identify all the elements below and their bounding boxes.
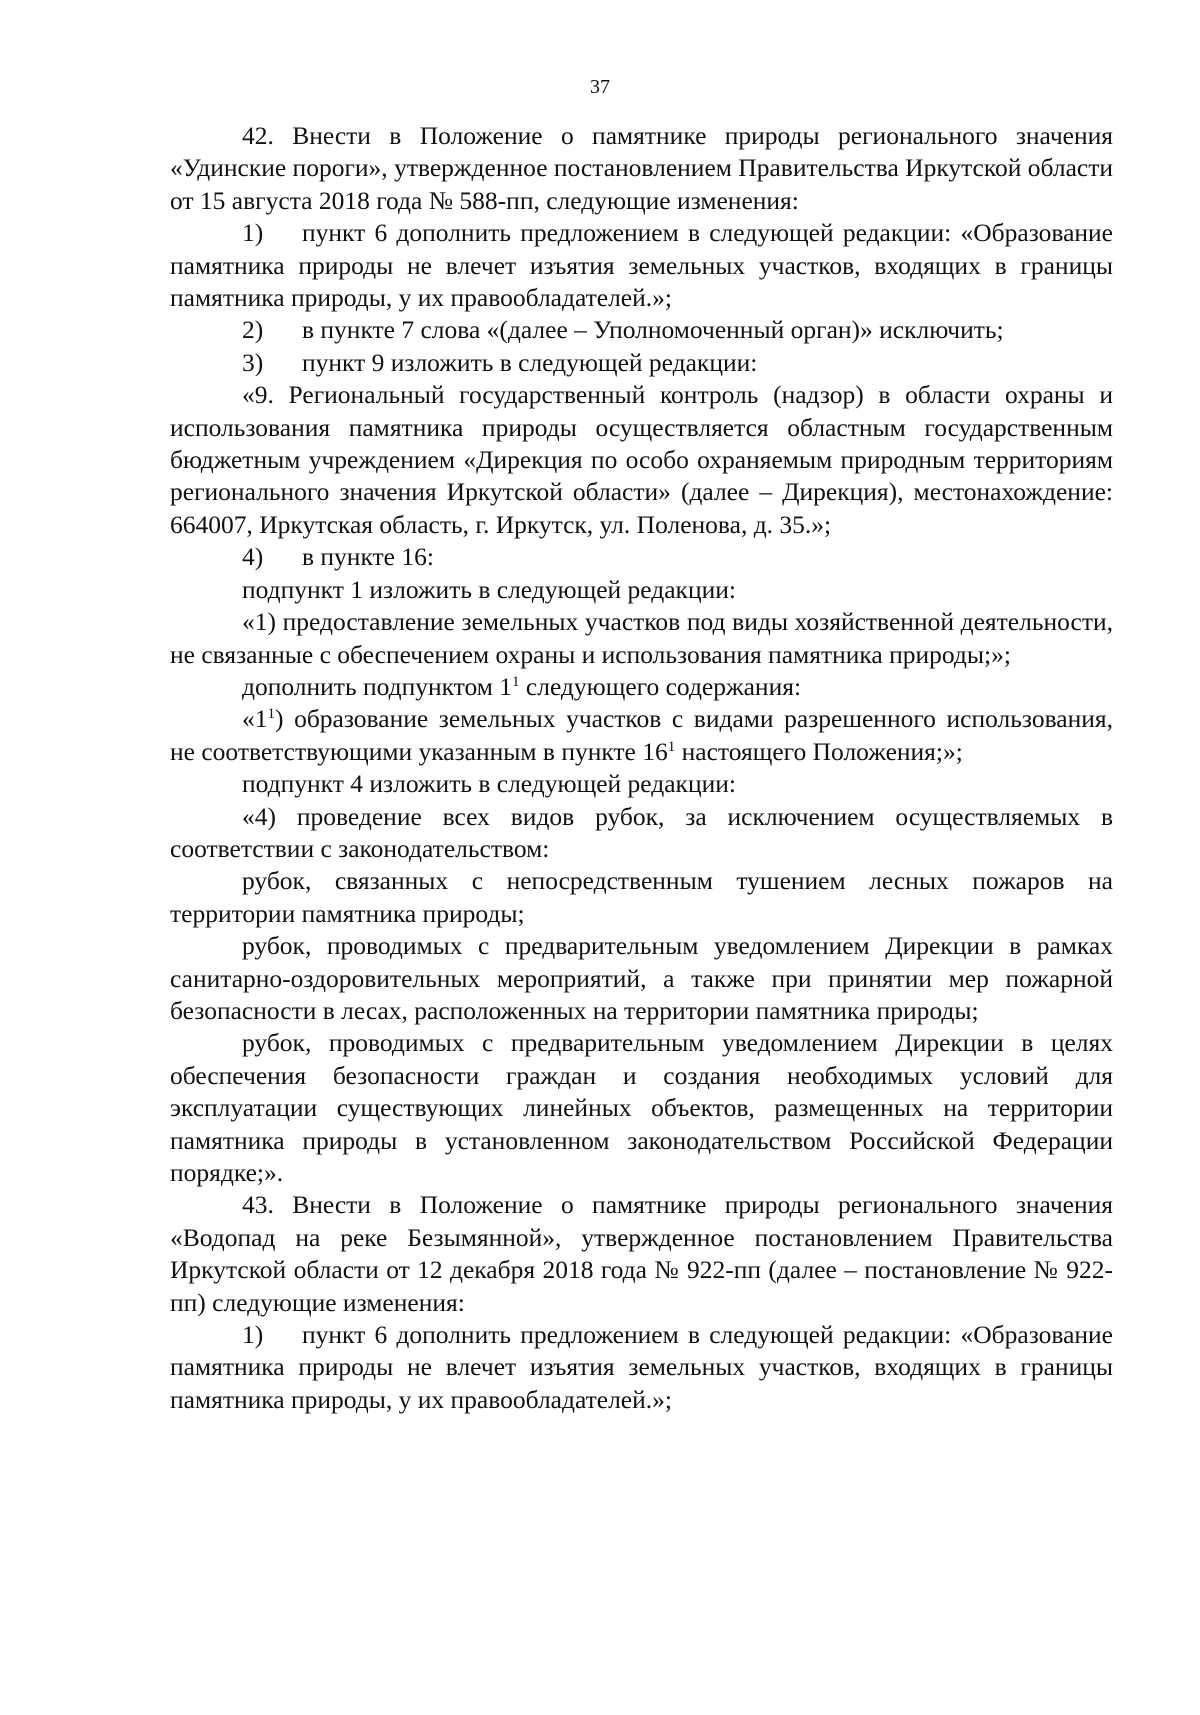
list-text: пункт 6 дополнить предложением в следующей редакции: «Образование памятника природы не влечет изъятия земельных участков, входящих в границы памятника природы, у их правообладателей.»;: [170, 1320, 1113, 1414]
superscript: 1: [667, 738, 676, 755]
list-number: 1): [242, 1320, 264, 1350]
item-43-intro: 43. Внести в Положение о памятнике природы регионального значения «Водопад на реке Безымянной», утвержденное постановлением Правительства Иркутской области от 12 декабря 2018 года № 922-пп (далее – постановление № 922-пп) следующие изменения:: [170, 1190, 1113, 1317]
text-fragment: следующего содержания:: [519, 671, 802, 701]
list-number: 3): [242, 347, 264, 377]
subitem-1-1-text: [170, 703, 1113, 768]
subitem-4-clause-c: рубок, проводимых с предварительным уведомлением Дирекции в целях обеспечения безопасности граждан и создания необходимых условий для эксплуатации существующих линейных объектов, размещенных на территории памятника природы в установленном законодательством Российской Федерации порядке;».: [170, 1028, 1113, 1187]
text-fragment: ) образование земельных участков с видами разрешенного использования, не соответствующими указанным в пункте 16: [170, 704, 1113, 766]
text-fragment: «1: [242, 704, 268, 734]
item-43-point-1: [170, 1319, 1113, 1416]
subitem-4-text: «4) проведение всех видов рубок, за исключением осуществляемых в соответствии с законодательством:: [170, 801, 1113, 863]
list-number: 1): [242, 218, 264, 248]
superscript: 1: [512, 673, 520, 690]
item-42-point-3: [170, 347, 1113, 379]
list-number: 4): [242, 542, 264, 572]
text-fragment: дополнить подпунктом 1: [242, 671, 513, 701]
text-fragment: настоящего Положения;»;: [675, 736, 963, 766]
document-body: [170, 120, 1113, 1416]
list-text: в пункте 16:: [302, 542, 434, 572]
list-text: пункт 9 изложить в следующей редакции:: [302, 347, 758, 377]
item-42-point-2: [170, 314, 1113, 346]
superscript: 1: [267, 706, 275, 723]
item-42-intro: 42. Внести в Положение о памятнике природы регионального значения «Удинские пороги», утвержденное постановлением Правительства Иркутской области от 15 августа 2018 года № 588-пп, следующие изменения:: [170, 121, 1113, 215]
subitem-1-1-intro: [170, 671, 1113, 703]
list-text: пункт 6 дополнить предложением в следующей редакции: «Образование памятника природы не влечет изъятия земельных участков, входящих в границы памятника природы, у их правообладателей.»;: [170, 218, 1113, 313]
subitem-1-intro: подпункт 1 изложить в следующей редакции:: [242, 574, 736, 604]
subitem-1-text: «1) предоставление земельных участков под виды хозяйственной деятельности, не связанные с обеспечением охраны и использования памятника природы;»;: [170, 607, 1113, 669]
item-42-point-1: [170, 217, 1113, 314]
item-42-point-4: [170, 541, 1113, 573]
item-42-point-3-quote: «9. Региональный государственный контроль (надзор) в области охраны и использования памятника природы осуществляется областным государственным бюджетным учреждением «Дирекция по особо охраняемым природным территориям регионального значения Иркутской области» (далее – Дирекция), местонахождение: 664007, Иркутская область, г. Иркутск, ул. Поленова, д. 35.»;: [170, 380, 1113, 539]
subitem-4-clause-b: рубок, проводимых с предварительным уведомлением Дирекции в рамках санитарно-оздоровительных мероприятий, а также при принятии мер пожарной безопасности в лесах, расположенных на территории памятника природы;: [170, 931, 1113, 1025]
list-text: в пункте 7 слова «(далее – Уполномоченный орган)» исключить;: [302, 315, 1004, 345]
subitem-4-intro: подпункт 4 изложить в следующей редакции:: [242, 769, 736, 799]
page-number: 37: [590, 76, 610, 98]
list-number: 2): [242, 315, 264, 345]
subitem-4-clause-a: рубок, связанных с непосредственным тушением лесных пожаров на территории памятника природы;: [170, 866, 1113, 928]
